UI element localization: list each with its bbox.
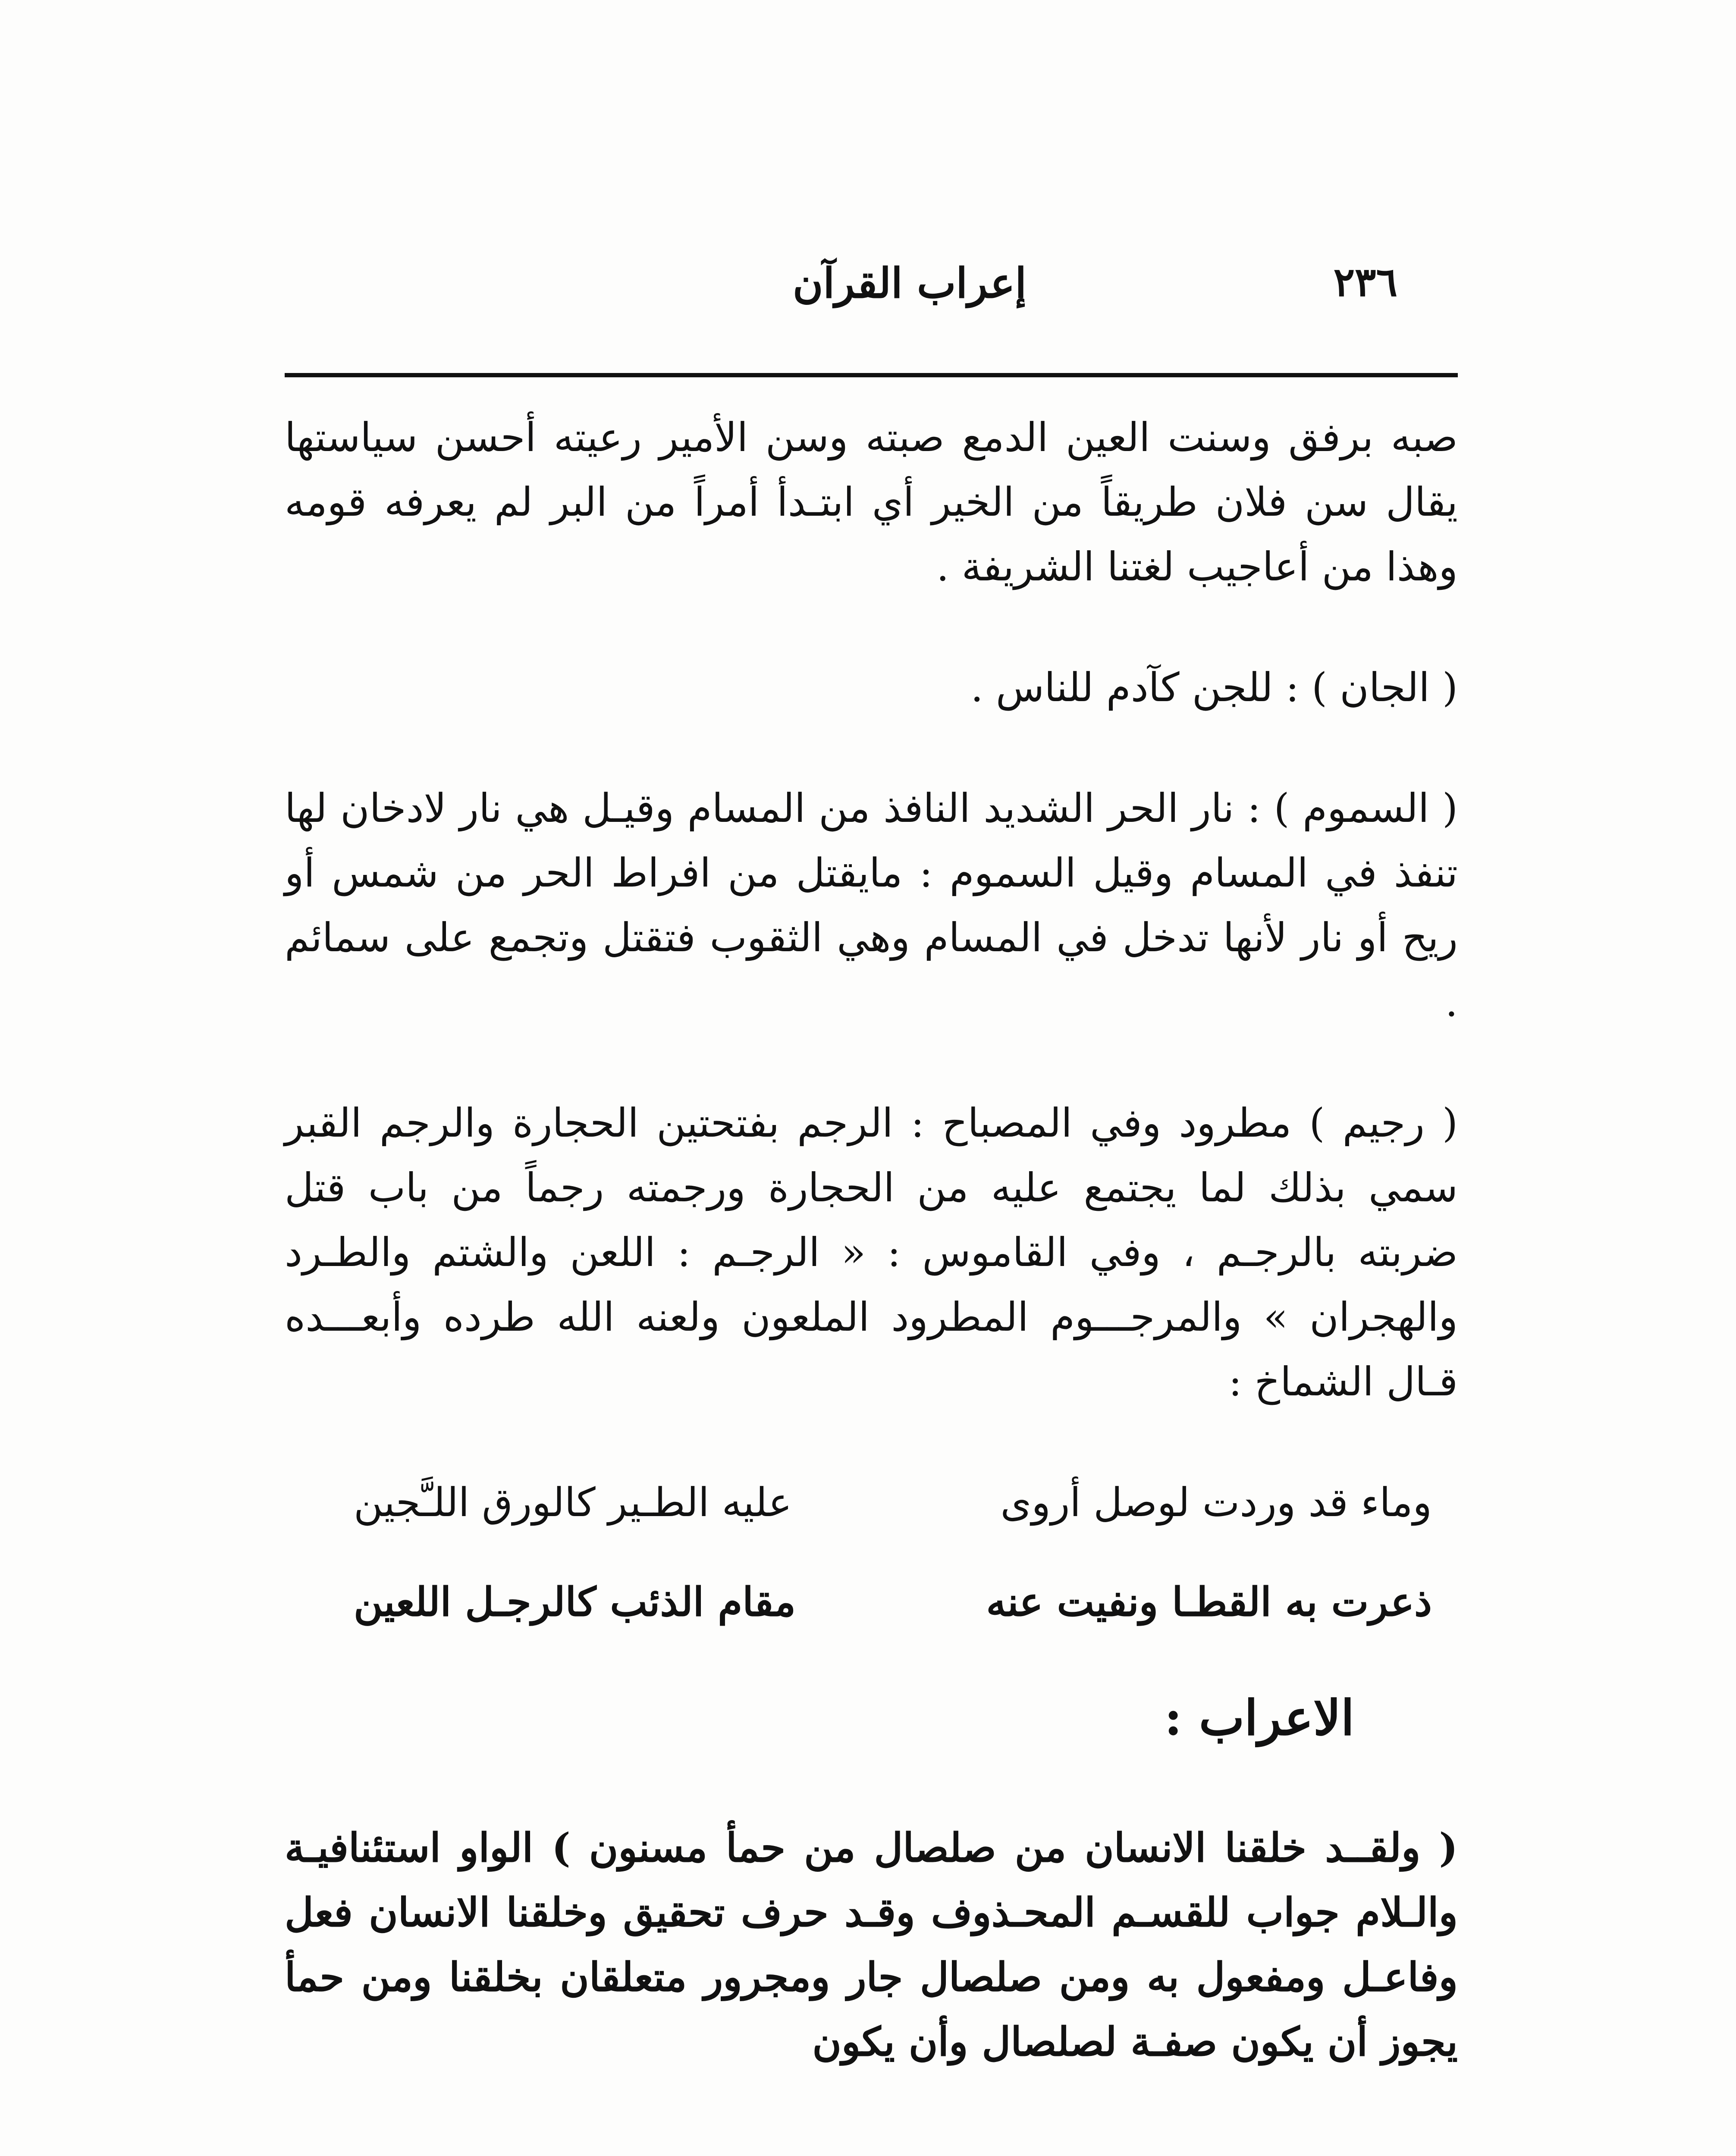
paragraph-rajim: ( رجيم ) مطرود وفي المصباح : الرجم بفتحتين الحجارة والرجم القبر سمي بذلك لما يجتمع عليه من الحجارة ورجمته رجماً من باب قتل ضربته بالرجـم ، وفي القاموس : « الرجـم : اللعن والشتم والطـرد والهجران » والمرجـــوم المطرود الملعون ولعنه الله طرده وأبعـــده قـال الشماخ :: [285, 1100, 1458, 1405]
verse-1-first-hemistich: وماء قد وردت لوصل أروى: [1000, 1479, 1432, 1526]
paragraph-al-samum: ( السموم ) : نار الحر الشديد النافذ من المسام وقيـل هي نار لادخان لها تنفذ في المسام وقيل السموم : مايقتل من افراط الحر من شمس أو ريح أو نار لأنها تدخل في المسام وهي الثقوب فتقتل وتجمع على سمائم .: [285, 785, 1458, 1025]
verse-2-first-hemistich: ذعرت به القطـا ونفيت عنه: [986, 1579, 1432, 1625]
verse-2: [285, 1570, 1458, 1634]
running-title: إعراب القرآن: [792, 259, 1027, 307]
verse-1-second-hemistich: عليه الطـير كالورق اللـَّجين: [354, 1479, 792, 1526]
header-rule: [285, 373, 1458, 377]
page-header: [285, 241, 1449, 328]
poem-verses: [285, 1470, 1458, 1634]
paragraph-irab: ( ولقــد خلقنا الانسان من صلصال من حمأ مسنون ) الواو استئنافيـة والـلام جواب للقسـم المحـذوف وقـد حرف تحقيق وخلقنا الانسان فعل وفاعـل ومفعول به ومن صلصال جار ومجرور متعلقان بخلقنا ومن حمأ يجوز أن يكون صفـة لصلصال وأن يكون: [285, 1824, 1458, 2065]
verse-2-second-hemistich: مقام الذئب كالرجـل اللعين: [354, 1579, 796, 1625]
paragraph-sunna-meaning: صبه برفق وسنت العين الدمع صبته وسن الأمير رعيته أحسن سياستها يقال سن فلان طريقاً من الخير أي ابتـدأ أمراً من البر لم يعرفه قومه وهذا من أعاجيب لغتنا الشريفة .: [285, 414, 1458, 590]
verse-1: [285, 1470, 1458, 1535]
section-heading-irab: الاعراب :: [1164, 1690, 1354, 1746]
page-number: ٢٣٦: [1333, 259, 1397, 305]
paragraph-al-jan: ( الجان ) : للجن كآدم للناس .: [970, 664, 1458, 711]
page-body: [285, 405, 1458, 2130]
